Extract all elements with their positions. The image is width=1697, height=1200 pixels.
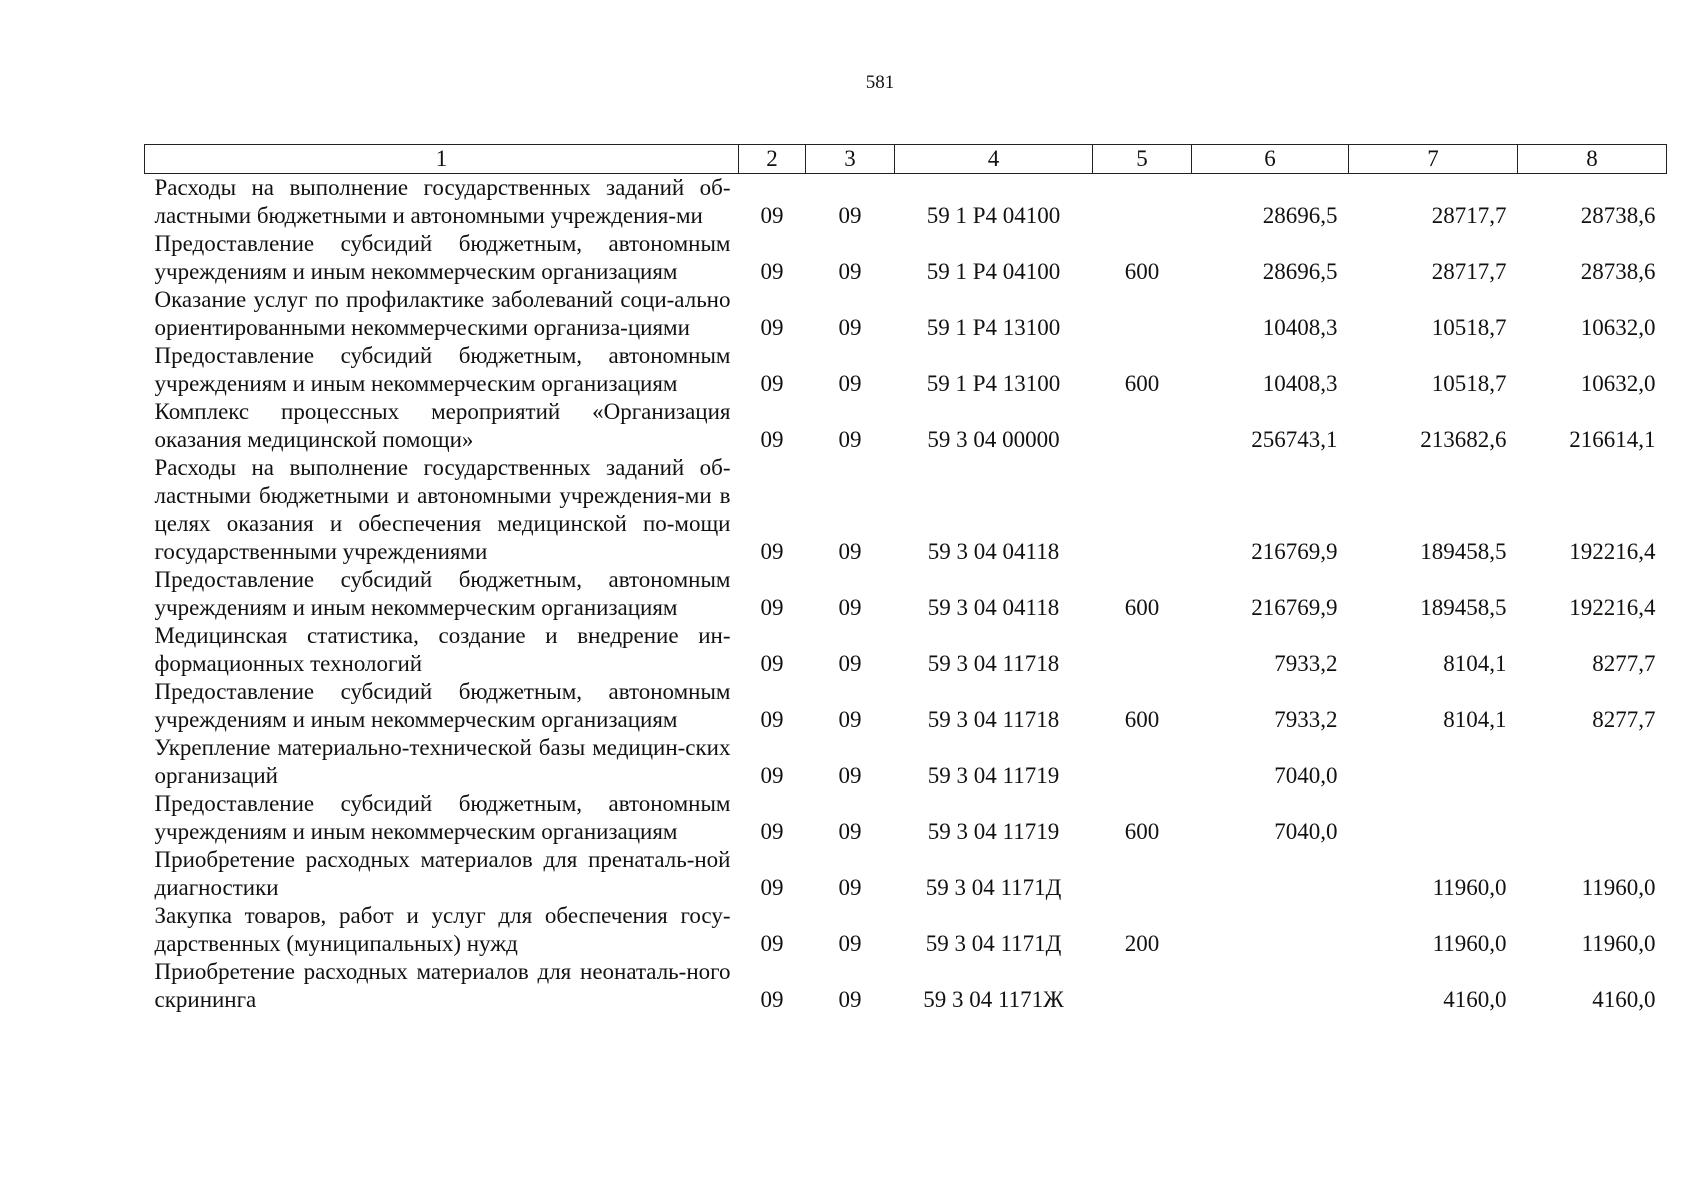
amount-year-2: 189458,5 [1420, 595, 1507, 620]
expense-type-code [1093, 846, 1192, 902]
expense-type-code [1093, 958, 1192, 1014]
expense-type-code: 600 [1124, 819, 1160, 844]
row-description: Медицинская статистика, создание и внедрение ин-формационных технологий [154, 623, 731, 676]
amount-year-1 [1192, 958, 1349, 1014]
expense-type-code [1093, 454, 1192, 566]
row-description: Закупка товаров, работ и услуг для обеспечения госу-дарственных (муниципальных) нужд [154, 903, 731, 956]
section-code: 09 [760, 315, 784, 340]
amount-year-3: 11960,0 [1581, 875, 1656, 900]
amount-year-1: 216769,9 [1251, 539, 1338, 564]
section-code: 09 [760, 875, 784, 900]
column-header: 3 [806, 145, 895, 174]
amount-year-3: 28738,6 [1580, 203, 1656, 228]
amount-year-2: 189458,5 [1420, 539, 1507, 564]
amount-year-2: 11960,0 [1432, 875, 1507, 900]
amount-year-3 [1518, 790, 1667, 846]
amount-year-3: 192216,4 [1569, 595, 1656, 620]
column-header: 6 [1192, 145, 1349, 174]
table-row [145, 230, 1667, 286]
expense-type-code [1093, 286, 1192, 342]
column-header: 5 [1093, 145, 1192, 174]
subsection-code: 09 [838, 763, 862, 788]
amount-year-1: 7933,2 [1274, 651, 1338, 676]
section-code: 09 [760, 819, 784, 844]
target-article-code: 59 1 Р4 13100 [926, 315, 1061, 340]
table-row [145, 342, 1667, 398]
section-code: 09 [760, 651, 784, 676]
expense-type-code: 600 [1124, 707, 1160, 732]
row-description: Расходы на выполнение государственных заданий об-ластными бюджетными и автономными учреждения-ми [154, 175, 731, 228]
section-code: 09 [760, 427, 784, 452]
row-description: Приобретение расходных материалов для пренаталь-ной диагностики [154, 847, 731, 900]
amount-year-2: 28717,7 [1431, 203, 1507, 228]
amount-year-2: 213682,6 [1420, 427, 1507, 452]
subsection-code: 09 [838, 651, 862, 676]
budget-table [144, 144, 1667, 1014]
target-article-code: 59 3 04 04118 [927, 595, 1060, 620]
expense-type-code [1093, 398, 1192, 454]
table-row [145, 902, 1667, 958]
table-row [145, 174, 1667, 231]
subsection-code: 09 [838, 875, 862, 900]
amount-year-1: 7933,2 [1274, 707, 1338, 732]
target-article-code: 59 1 Р4 13100 [926, 371, 1061, 396]
section-code: 09 [760, 371, 784, 396]
amount-year-2: 4160,0 [1443, 987, 1507, 1012]
row-description: Оказание услуг по профилактике заболеваний соци-ально ориентированными некоммерческими организа-циями [154, 287, 731, 340]
amount-year-1: 7040,0 [1274, 763, 1338, 788]
table-row [145, 734, 1667, 790]
amount-year-3: 192216,4 [1569, 539, 1656, 564]
amount-year-1: 28696,5 [1262, 259, 1338, 284]
amount-year-1 [1192, 902, 1349, 958]
table-row [145, 454, 1667, 566]
table-row [145, 678, 1667, 734]
table-row [145, 958, 1667, 1014]
amount-year-2: 10518,7 [1431, 371, 1507, 396]
expense-type-code: 600 [1124, 259, 1160, 284]
amount-year-2: 8104,1 [1443, 651, 1507, 676]
amount-year-3 [1518, 734, 1667, 790]
amount-year-3: 10632,0 [1580, 315, 1656, 340]
section-code: 09 [760, 203, 784, 228]
target-article-code: 59 3 04 11719 [927, 819, 1060, 844]
target-article-code: 59 3 04 11719 [927, 763, 1060, 788]
target-article-code: 59 3 04 1171Ж [923, 987, 1064, 1012]
amount-year-2: 11960,0 [1432, 931, 1507, 956]
target-article-code: 59 3 04 11718 [927, 651, 1060, 676]
expense-type-code: 200 [1124, 931, 1160, 956]
subsection-code: 09 [838, 819, 862, 844]
amount-year-2: 10518,7 [1431, 315, 1507, 340]
subsection-code: 09 [838, 371, 862, 396]
column-header: 8 [1518, 145, 1667, 174]
amount-year-1: 28696,5 [1262, 203, 1338, 228]
amount-year-3: 10632,0 [1580, 371, 1656, 396]
section-code: 09 [760, 987, 784, 1012]
row-description: Предоставление субсидий бюджетным, автономным учреждениям и иным некоммерческим организациям [154, 231, 731, 284]
amount-year-1: 10408,3 [1262, 371, 1338, 396]
table-row [145, 566, 1667, 622]
row-description: Предоставление субсидий бюджетным, автономным учреждениям и иным некоммерческим организациям [154, 567, 731, 620]
table-row [145, 398, 1667, 454]
section-code: 09 [760, 595, 784, 620]
row-description: Комплекс процессных мероприятий «Организация оказания медицинской помощи» [154, 399, 731, 452]
target-article-code: 59 1 Р4 04100 [926, 203, 1061, 228]
table-row [145, 846, 1667, 902]
page-number: 581 [865, 72, 895, 93]
subsection-code: 09 [838, 203, 862, 228]
subsection-code: 09 [838, 595, 862, 620]
expense-type-code [1093, 174, 1192, 231]
amount-year-2: 8104,1 [1443, 707, 1507, 732]
subsection-code: 09 [838, 427, 862, 452]
table-row [145, 286, 1667, 342]
subsection-code: 09 [838, 987, 862, 1012]
target-article-code: 59 3 04 00000 [927, 427, 1060, 452]
amount-year-3: 11960,0 [1581, 931, 1656, 956]
target-article-code: 59 1 Р4 04100 [926, 259, 1061, 284]
target-article-code: 59 3 04 1171Д [925, 931, 1062, 956]
column-header: 1 [145, 145, 739, 174]
amount-year-2: 28717,7 [1431, 259, 1507, 284]
subsection-code: 09 [838, 539, 862, 564]
column-header: 4 [895, 145, 1093, 174]
subsection-code: 09 [838, 315, 862, 340]
target-article-code: 59 3 04 11718 [927, 707, 1060, 732]
table-row [145, 790, 1667, 846]
expense-type-code: 600 [1124, 371, 1160, 396]
amount-year-1: 216769,9 [1251, 595, 1338, 620]
section-code: 09 [760, 539, 784, 564]
amount-year-1 [1192, 846, 1349, 902]
amount-year-1: 256743,1 [1251, 427, 1338, 452]
row-description: Предоставление субсидий бюджетным, автономным учреждениям и иным некоммерческим организациям [154, 343, 731, 396]
expense-type-code: 600 [1124, 595, 1160, 620]
amount-year-3: 8277,7 [1592, 651, 1656, 676]
amount-year-1: 10408,3 [1262, 315, 1338, 340]
column-header: 2 [739, 145, 806, 174]
table-header-row [145, 145, 1667, 174]
amount-year-2 [1349, 734, 1518, 790]
amount-year-3: 8277,7 [1592, 707, 1656, 732]
row-description: Приобретение расходных материалов для неонаталь-ного скрининга [154, 959, 731, 1012]
column-header: 7 [1349, 145, 1518, 174]
subsection-code: 09 [838, 931, 862, 956]
amount-year-1: 7040,0 [1274, 819, 1338, 844]
subsection-code: 09 [838, 259, 862, 284]
amount-year-3: 216614,1 [1569, 427, 1656, 452]
amount-year-2 [1349, 790, 1518, 846]
row-description: Расходы на выполнение государственных заданий об-ластными бюджетными и автономными учреждения-ми в целях оказания и обеспечения медицинской по-мощи государственными учреждениями [154, 455, 731, 564]
section-code: 09 [760, 259, 784, 284]
amount-year-3: 4160,0 [1592, 987, 1656, 1012]
section-code: 09 [760, 763, 784, 788]
subsection-code: 09 [838, 707, 862, 732]
expense-type-code [1093, 622, 1192, 678]
expense-type-code [1093, 734, 1192, 790]
row-description: Предоставление субсидий бюджетным, автономным учреждениям и иным некоммерческим организациям [154, 791, 731, 844]
table-body [145, 174, 1667, 1015]
table-row [145, 622, 1667, 678]
row-description: Укрепление материально-технической базы медицин-ских организаций [154, 735, 731, 788]
target-article-code: 59 3 04 1171Д [925, 875, 1062, 900]
amount-year-3: 28738,6 [1580, 259, 1656, 284]
target-article-code: 59 3 04 04118 [927, 539, 1060, 564]
section-code: 09 [760, 707, 784, 732]
section-code: 09 [760, 931, 784, 956]
row-description: Предоставление субсидий бюджетным, автономным учреждениям и иным некоммерческим организациям [154, 679, 731, 732]
